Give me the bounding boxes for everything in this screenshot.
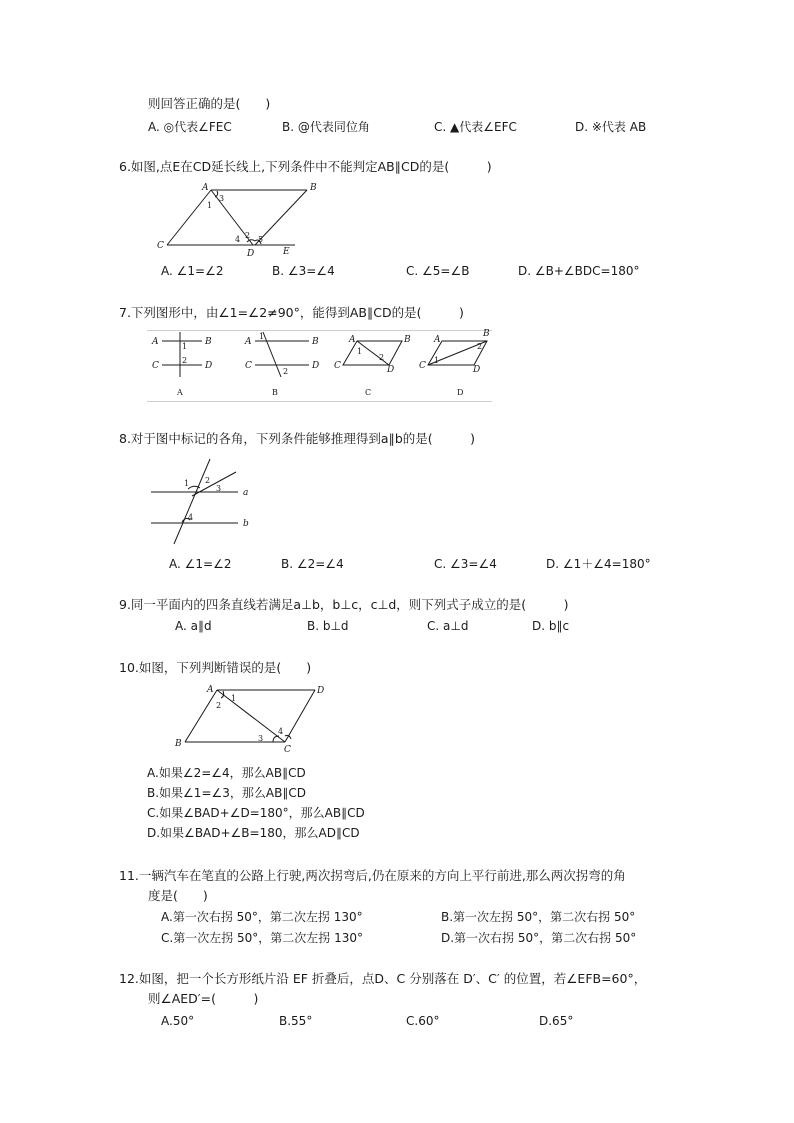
q10-label-d: D [317,686,325,696]
q11-option-a[interactable]: A.第一次右拐 50°，第二次左拐 130° [161,910,363,924]
svg-text:A: A [349,335,356,345]
q8-option-b[interactable]: B. ∠2=∠4 [281,557,344,571]
q9-stem: 9.同一平面内的四条直线若满足a⊥b，b⊥c，c⊥d，则下列式子成立的是( ) [119,597,569,612]
svg-text:D: D [205,361,213,371]
q6-line-ca [167,190,211,245]
q10-option-b[interactable]: B.如果∠1=∠3，那么AB∥CD [147,786,306,800]
svg-text:3: 3 [258,734,264,743]
q6-label-d: D [247,249,255,259]
q7-caption-d: D [457,388,464,397]
q10-figure [175,684,330,755]
svg-text:C: C [334,361,341,371]
q6-label-5: 5 [258,235,264,244]
q5-stem-tail: 则回答正确的是( ) [148,96,271,111]
svg-text:D: D [312,361,320,371]
q5-option-c[interactable]: C. ▲代表∠EFC [434,120,517,134]
q6-option-b[interactable]: B. ∠3=∠4 [272,264,335,278]
q8-label-b: b [243,519,249,529]
q12-stem-line2: 则∠AED′=( ) [148,991,259,1006]
q8-figure [148,456,258,546]
q9-option-b[interactable]: B. b⊥d [307,619,349,633]
q6-label-b: B [310,183,317,193]
svg-text:D: D [473,365,481,375]
q12-stem-line1: 12.如图，把一个长方形纸片沿 EF 折叠后，点D、C 分别落在 D′、C′ 的位置，若∠EFB=60°， [119,971,647,986]
q8-option-a[interactable]: A. ∠1=∠2 [169,557,232,571]
q10-stem: 10.如图，下列判断错误的是( ) [119,660,312,675]
q7-caption-b: B [272,388,278,397]
q11-option-b[interactable]: B.第一次左拐 50°，第二次右拐 50° [441,910,636,924]
q7-stem: 7.下列图形中，由∠1=∠2≠90°，能得到AB∥CD的是( ) [119,305,464,320]
q7-caption-a: A [177,388,183,397]
q10-line-ac [217,690,285,742]
q10-line-ab [185,690,217,742]
q11-stem-line2: 度是( ) [148,888,208,903]
q7-figure-a [151,332,212,397]
q10-label-c: C [284,745,291,755]
q6-label-1: 1 [207,201,213,210]
q12-option-d[interactable]: D.65° [539,1014,574,1028]
q11-stem-line1: 11.一辆汽车在笔直的公路上行驶,两次拐弯后,仍在原来的方向上平行前进,那么两次拐弯的角 [119,868,626,883]
svg-text:A: A [152,337,159,347]
q10-option-d[interactable]: D.如果∠BAD+∠B=180，那么AD∥CD [147,826,360,840]
svg-text:1: 1 [182,342,188,351]
q6-option-a[interactable]: A. ∠1=∠2 [161,264,224,278]
svg-text:1: 1 [357,347,363,356]
svg-text:1: 1 [259,332,265,341]
svg-text:2: 2 [283,367,289,376]
svg-text:4: 4 [188,513,194,522]
q10-option-c[interactable]: C.如果∠BAD+∠D=180°，那么AB∥CD [147,806,365,820]
svg-text:2: 2 [205,476,211,485]
q6-figure [155,182,325,260]
svg-text:1: 1 [231,694,237,703]
svg-text:4: 4 [278,727,284,736]
q12-option-c[interactable]: C.60° [406,1014,440,1028]
q5-option-d[interactable]: D. ※代表 AB [575,120,647,134]
q6-label-4: 4 [235,235,241,244]
svg-text:B: B [483,329,490,339]
svg-text:2: 2 [379,353,385,362]
q7-figure-bottom-rule [147,401,492,402]
q7-figure-top-rule [147,330,492,331]
q11-option-c[interactable]: C.第一次左拐 50°，第二次左拐 130° [161,931,363,945]
q7-figure-b [244,332,319,397]
svg-text:3: 3 [216,484,222,493]
q9-option-d[interactable]: D. b∥c [532,619,570,633]
svg-text:1: 1 [184,479,190,488]
q12-option-a[interactable]: A.50° [161,1014,195,1028]
q6-stem: 6.如图,点E在CD延长线上,下列条件中不能判定AB∥CD的是( ) [119,159,492,174]
q10-label-b: B [175,739,182,749]
q8-label-a: a [243,488,249,498]
q12-option-b[interactable]: B.55° [279,1014,313,1028]
svg-text:B: B [404,335,411,345]
svg-text:D: D [387,365,395,375]
svg-text:A: A [434,335,441,345]
svg-text:2: 2 [182,356,188,365]
q6-label-e: E [283,247,290,257]
svg-text:2: 2 [216,701,222,710]
q9-option-a[interactable]: A. a∥d [175,619,212,633]
q5-option-a[interactable]: A. ◎代表∠FEC [148,120,232,134]
svg-text:C: C [152,361,159,371]
svg-text:C: C [419,361,426,371]
svg-text:C: C [245,361,252,371]
q7-figure-d [419,329,490,397]
svg-text:1: 1 [434,356,440,365]
q8-option-d[interactable]: D. ∠1＋∠4=180° [546,557,651,571]
q11-option-d[interactable]: D.第一次右拐 50°，第二次右拐 50° [441,931,637,945]
q8-option-c[interactable]: C. ∠3=∠4 [434,557,497,571]
q6-option-c[interactable]: C. ∠5=∠B [406,264,470,278]
q6-label-3: 3 [219,194,225,203]
q10-line-dc [285,690,315,742]
q6-label-2: 2 [245,231,251,240]
svg-text:B: B [312,337,319,347]
q6-option-d[interactable]: D. ∠B+∠BDC=180° [518,264,640,278]
q7-figures [147,329,493,402]
q7-caption-c: C [365,388,372,397]
svg-text:2: 2 [477,342,483,351]
q10-label-a: A [207,685,214,695]
q6-label-a: A [202,183,209,193]
svg-text:B: B [205,337,212,347]
svg-text:A: A [245,337,252,347]
q7-figure-c [334,335,411,397]
q9-option-c[interactable]: C. a⊥d [427,619,469,633]
q10-option-a[interactable]: A.如果∠2=∠4，那么AB∥CD [147,766,306,780]
q8-stem: 8.对于图中标记的各角，下列条件能够推理得到a∥b的是( ) [119,431,476,446]
q8-transversal-1 [174,459,210,544]
q6-label-c: C [157,241,164,251]
q5-option-b[interactable]: B. @代表同位角 [282,120,370,134]
